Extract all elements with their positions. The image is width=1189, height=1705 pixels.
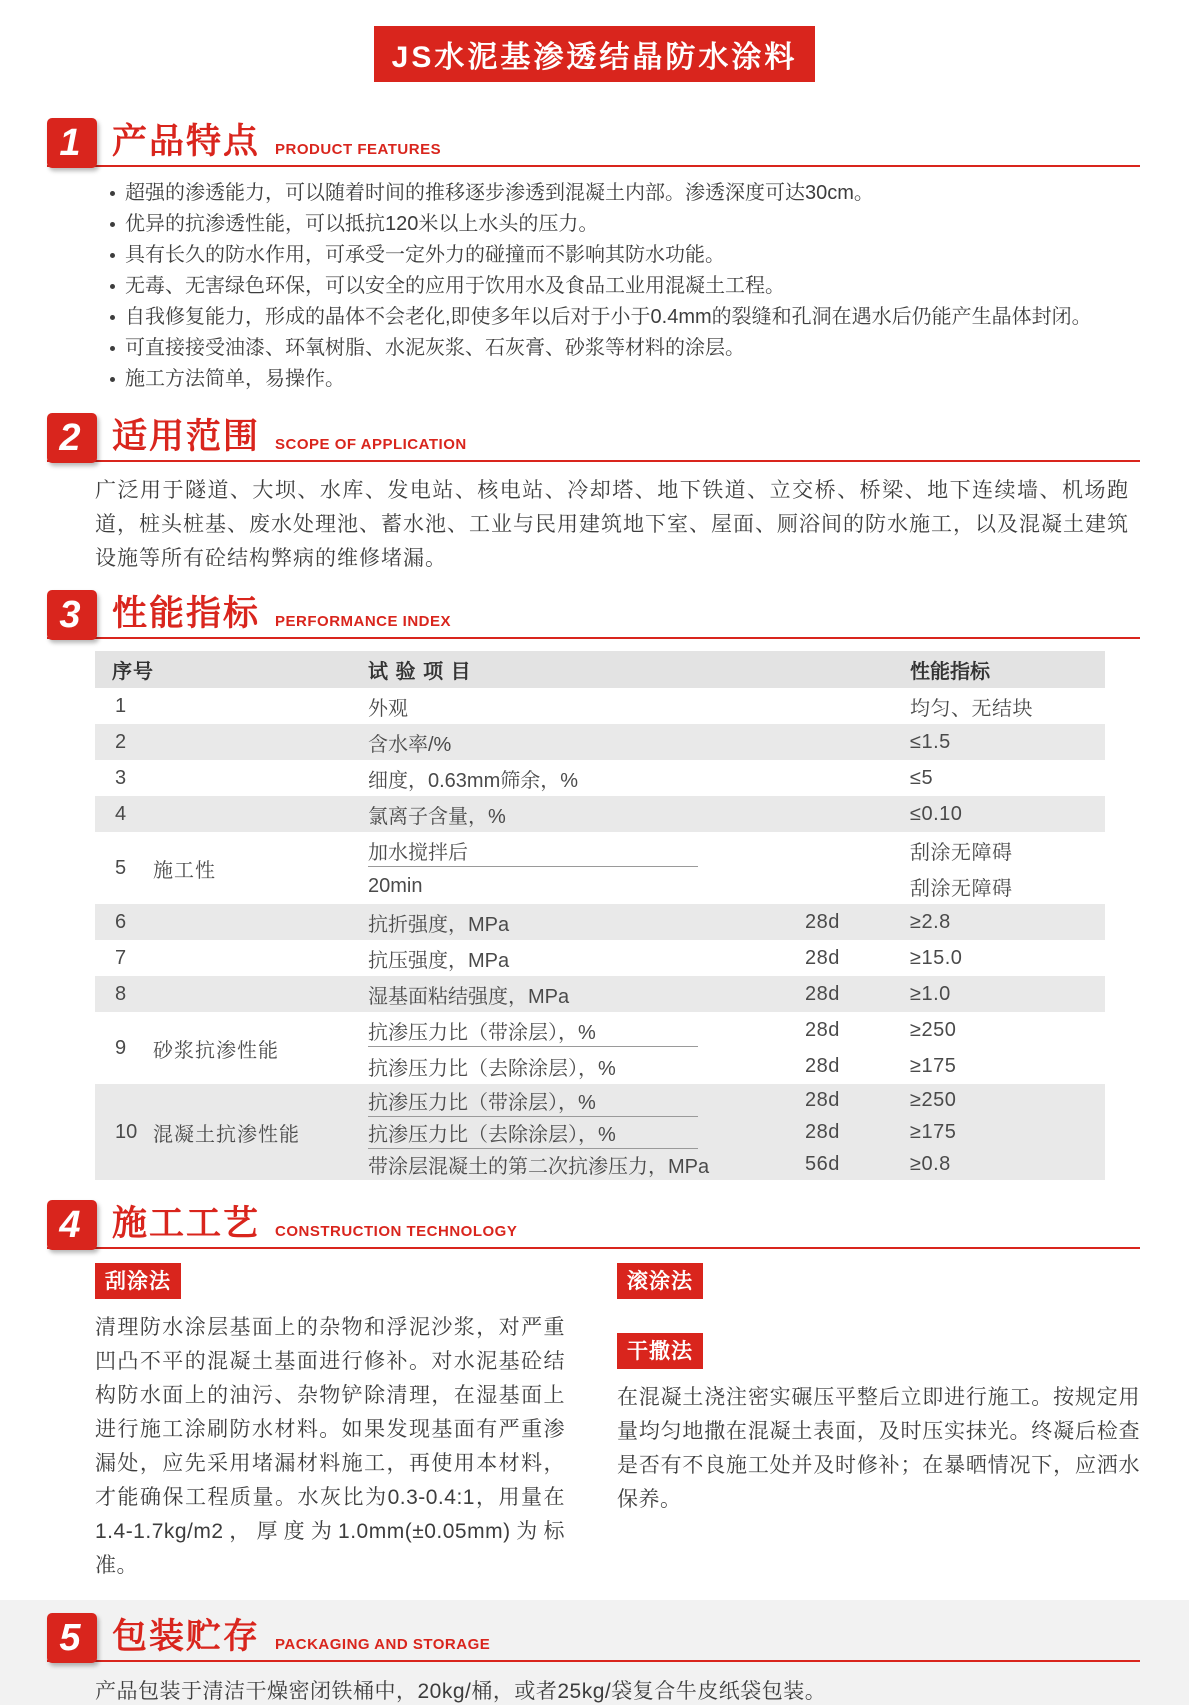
test-item-cell: 含水率/% (368, 733, 452, 756)
scope-paragraph: 广泛用于隧道、大坝、水库、发电站、核电站、冷却塔、地下铁道、立交桥、桥梁、地下连续墙、机场跑道，桩头桩基、废水处理池、蓄水池、工业与民用建筑地下室、屋面、厕浴间的防水施工，以及混凝土建筑设施等所有砼结构弊病的维修堵漏。 (95, 479, 1129, 570)
bullet-icon (110, 284, 115, 289)
section-header (47, 590, 1140, 639)
age-cell: 28d (805, 982, 840, 1005)
row-subrows (368, 904, 1105, 940)
section-subtitle: SCOPE OF APPLICATION (275, 436, 467, 453)
row-subrows (368, 1012, 1105, 1084)
test-item-cell: 细度，0.63mm筛余，% (368, 769, 579, 792)
list-item: 无毒、无害绿色环保，可以安全的应用于饮用水及食品工业用混凝土工程。 (108, 271, 1129, 302)
table-subrow (368, 724, 1105, 760)
age-cell: 28d (805, 1018, 840, 1041)
index-value-cell: ≥1.0 (910, 982, 951, 1005)
method-label-badge: 干撒法 (617, 1333, 703, 1369)
list-item: 施工方法简单，易操作。 (108, 364, 1129, 395)
section-subtitle: PERFORMANCE INDEX (275, 613, 452, 630)
row-subrows (368, 724, 1105, 760)
section-performance-index (0, 590, 1189, 1180)
row-group-cell: 混凝土抗渗性能 (153, 1123, 300, 1146)
list-item: 具有长久的防水作用，可承受一定外力的碰撞而不影响其防水功能。 (108, 240, 1129, 271)
row-group-cell: 砂浆抗渗性能 (153, 1039, 279, 1062)
age-cell: 56d (805, 1152, 840, 1175)
table-subrow (368, 1116, 1105, 1148)
row-subrows (368, 976, 1105, 1012)
table-row (95, 796, 1105, 832)
test-item-cell: 抗渗压力比（带涂层），% (368, 1016, 805, 1045)
table-subrow (368, 904, 1105, 940)
age-cell: 28d (805, 1120, 840, 1143)
list-item: 可直接接受油漆、环氧树脂、水泥灰浆、石灰膏、砂浆等材料的涂层。 (108, 333, 1129, 364)
performance-table (95, 651, 1105, 1180)
index-value-cell: 均匀、无结块 (910, 697, 1033, 720)
table-subrow (368, 940, 1105, 976)
index-value-cell: ≤1.5 (910, 730, 951, 753)
section-number-badge: 5 (47, 1613, 97, 1663)
row-subrows (368, 1084, 1105, 1180)
index-value-cell: ≤5 (910, 766, 934, 789)
age-cell: 28d (805, 946, 840, 969)
bullet-icon (110, 253, 115, 258)
index-value-cell: 刮涂无障碍 (910, 841, 1013, 864)
row-group-cell: 施工性 (153, 859, 216, 882)
test-item-cell: 抗渗压力比（去除涂层），% (368, 1057, 616, 1080)
list-item: 自我修复能力，形成的晶体不会老化,即使多年以后对于小于0.4mm的裂缝和孔洞在遇水后仍能产生晶体封闭。 (108, 302, 1129, 333)
age-cell: 28d (805, 1088, 840, 1111)
construction-columns (95, 1263, 1140, 1583)
table-row (95, 688, 1105, 724)
section-header (47, 413, 1140, 462)
test-item-cell: 抗渗压力比（去除涂层），% (368, 1118, 805, 1147)
section-title: 产品特点 (112, 122, 261, 162)
row-number-cell: 5 (115, 856, 127, 879)
section-subtitle: PACKAGING AND STORAGE (275, 1636, 491, 1653)
table-row (95, 724, 1105, 760)
page-title: JS水泥基渗透结晶防水涂料 (374, 26, 816, 82)
table-row (95, 760, 1105, 796)
index-value-cell: ≤0.10 (910, 802, 963, 825)
bullet-icon (110, 191, 115, 196)
row-number-cell: 1 (115, 694, 127, 717)
features-list (0, 178, 1189, 395)
row-subrows (368, 832, 1105, 904)
test-item-cell: 带涂层混凝土的第二次抗渗压力，MPa (368, 1155, 710, 1178)
row-subrows (368, 940, 1105, 976)
table-subrow (368, 832, 1105, 868)
method-label-badge: 滚涂法 (617, 1263, 703, 1299)
section-title: 性能指标 (112, 594, 261, 634)
section-number-badge: 4 (47, 1200, 97, 1250)
section-title: 包装贮存 (112, 1617, 261, 1657)
index-value-cell: 刮涂无障碍 (910, 877, 1013, 900)
row-number-cell: 9 (115, 1036, 127, 1059)
row-number-cell: 2 (115, 730, 127, 753)
test-item-cell: 抗渗压力比（带涂层），% (368, 1086, 805, 1115)
table-subrow (368, 760, 1105, 796)
section-number-badge: 3 (47, 590, 97, 640)
column-header-no: 序号 (112, 661, 154, 683)
packaging-paragraph: 产品包装于清洁干燥密闭铁桶中，20kg/桶，或者25kg/袋复合牛皮纸袋包装。 (95, 1680, 827, 1703)
test-item-cell: 湿基面粘结强度，MPa (368, 985, 570, 1008)
age-cell: 28d (805, 910, 840, 933)
table-row (95, 904, 1105, 940)
table-row (95, 940, 1105, 976)
method-scrape-coating (95, 1263, 565, 1583)
row-number-cell: 3 (115, 766, 127, 789)
test-item-cell: 抗压强度，MPa (368, 949, 510, 972)
row-subrows (368, 796, 1105, 832)
section-title: 施工工艺 (112, 1204, 261, 1244)
section-scope (0, 413, 1189, 576)
row-number-cell: 7 (115, 946, 127, 969)
bullet-icon (110, 377, 115, 382)
section-product-features (0, 118, 1189, 395)
test-item-cell: 加水搅拌后 (368, 836, 805, 865)
table-subrow (368, 1012, 1105, 1048)
table-subrow (368, 1084, 1105, 1116)
index-value-cell: ≥2.8 (910, 910, 951, 933)
row-number-cell: 8 (115, 982, 127, 1005)
method-label-badge: 刮涂法 (95, 1263, 181, 1299)
section-subtitle: CONSTRUCTION TECHNOLOGY (275, 1223, 518, 1240)
table-row (95, 1084, 1105, 1180)
index-value-cell: ≥175 (910, 1054, 957, 1077)
table-subrow (368, 688, 1105, 724)
column-header-item: 试 验 项 目 (368, 661, 472, 683)
index-value-cell: ≥250 (910, 1018, 957, 1041)
index-value-cell: ≥15.0 (910, 946, 963, 969)
section-construction (0, 1200, 1189, 1583)
index-value-cell: ≥0.8 (910, 1152, 951, 1175)
bullet-icon (110, 222, 115, 227)
method-text: 在混凝土浇注密实碾压平整后立即进行施工。按规定用量均匀地撒在混凝土表面，及时压实抹光。终凝后检查是否有不良施工处并及时修补；在暴晒情况下，应洒水保养。 (617, 1386, 1140, 1511)
table-row (95, 832, 1105, 904)
bullet-icon (110, 315, 115, 320)
test-item-cell: 抗折强度，MPa (368, 913, 510, 936)
table-subrow (368, 1048, 1105, 1084)
bullet-icon (110, 346, 115, 351)
index-value-cell: ≥175 (910, 1120, 957, 1143)
column-header-index: 性能指标 (910, 661, 990, 683)
construction-right-column (617, 1263, 1140, 1583)
performance-table-body (95, 688, 1105, 1180)
section-header (47, 1613, 1140, 1662)
row-number-cell: 4 (115, 802, 127, 825)
row-number-cell: 6 (115, 910, 127, 933)
table-row (95, 1012, 1105, 1084)
construction-left-column (95, 1263, 565, 1583)
table-row (95, 976, 1105, 1012)
section-subtitle: PRODUCT FEATURES (275, 141, 442, 158)
row-subrows (368, 760, 1105, 796)
age-cell: 28d (805, 1054, 840, 1077)
list-item: 超强的渗透能力，可以随着时间的推移逐步渗透到混凝土内部。渗透深度可达30cm。 (108, 178, 1129, 209)
method-dry-sprinkle (617, 1333, 1140, 1517)
section-number-badge: 2 (47, 413, 97, 463)
index-value-cell: ≥250 (910, 1088, 957, 1111)
row-number-cell: 10 (115, 1120, 138, 1143)
section-number-badge: 1 (47, 118, 97, 168)
method-roller-coating (617, 1263, 1140, 1299)
section-header (47, 118, 1140, 167)
row-subrows (368, 688, 1105, 724)
list-item: 优异的抗渗透性能，可以抵抗120米以上水头的压力。 (108, 209, 1129, 240)
section-packaging (0, 1613, 1189, 1705)
method-text: 清理防水涂层基面上的杂物和浮泥沙浆，对严重凹凸不平的混凝土基面进行修补。对水泥基砼结构防水面上的油污、杂物铲除清理，在湿基面上进行施工涂刷防水材料。如果发现基面有严重渗漏处，应先采用堵漏材料施工，再使用本材料，才能确保工程质量。水灰比为0.3-0.4:1，用量在1.4-1.7kg/m2，厚度为1.0mm(±0.05mm)为标准。 (95, 1316, 565, 1577)
table-header-row (95, 651, 1105, 688)
table-subrow (368, 868, 1105, 904)
section-title: 适用范围 (112, 417, 261, 457)
test-item-cell: 20min (368, 874, 423, 897)
table-subrow (368, 796, 1105, 832)
section-header (47, 1200, 1140, 1249)
table-subrow (368, 976, 1105, 1012)
test-item-cell: 外观 (368, 697, 408, 720)
table-subrow (368, 1148, 1105, 1180)
test-item-cell: 氯离子含量，% (368, 805, 506, 828)
